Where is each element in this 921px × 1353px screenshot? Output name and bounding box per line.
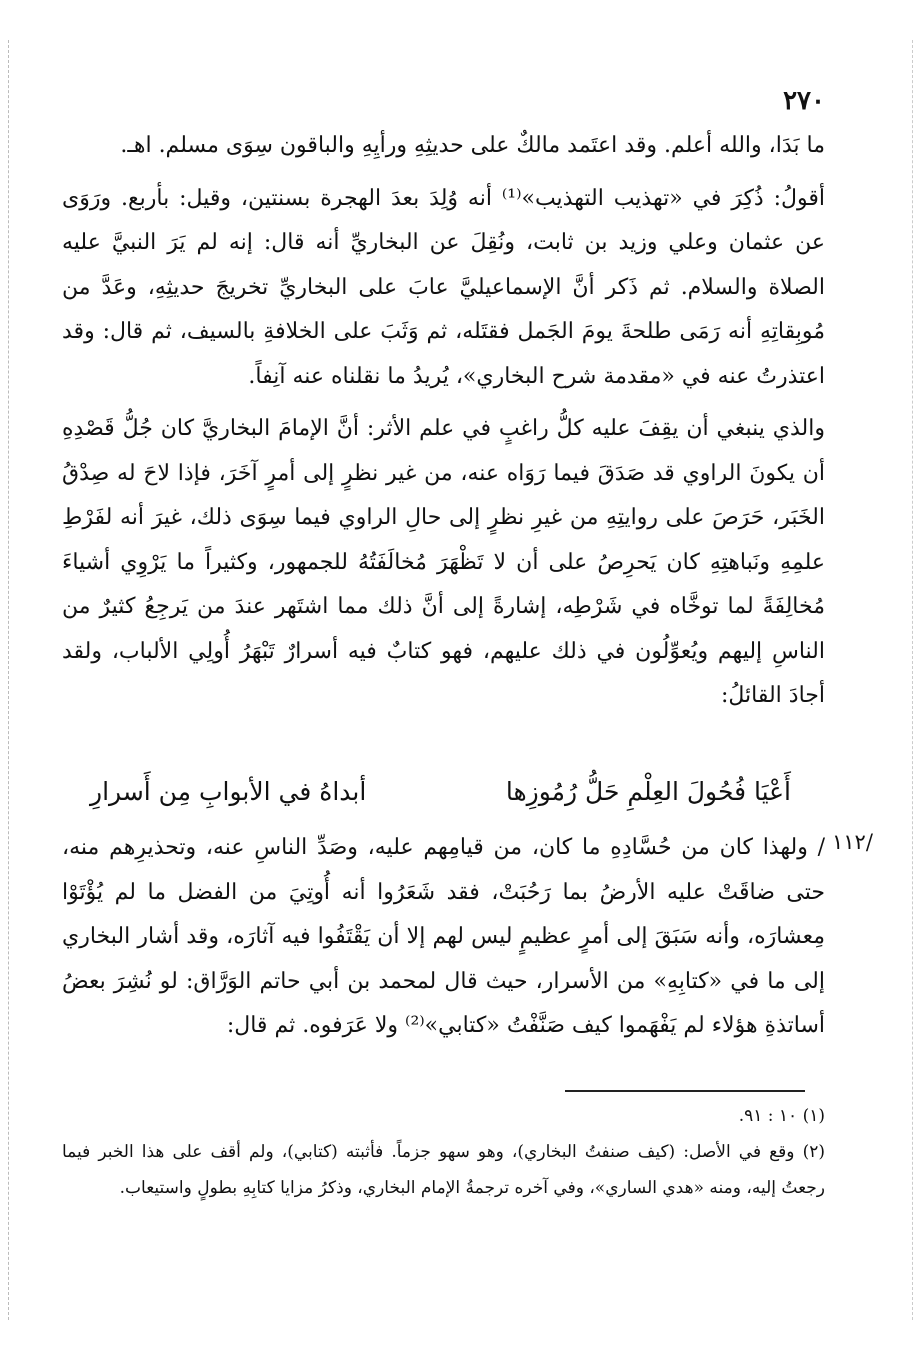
scan-edge-right [912, 40, 913, 1320]
verse-hemistich-second: أبداهُ في الأبوابِ مِن أَسرارِ [90, 777, 367, 806]
scan-edge-left [8, 40, 9, 1320]
main-text [62, 124, 825, 719]
footnote-1: (١) ١٠ : ٩١. [738, 1106, 825, 1126]
page-number: ٢٧٠ [783, 86, 825, 116]
paragraph-3: والذي ينبغي أن يقِفَ عليه كلُّ راغبٍ في علم الأثر: أنَّ الإمامَ البخاريَّ كان جُلُّ قَصْدِهِ أن يكونَ الراوي قد صَدَقَ فيما رَوَاه عنه، من غير نظرٍ إلى أمرٍ آخَرَ، فإذا لاحَ له صِدْقُ الخَبَر، حَرَصَ على روايتِهِ من غيرِ نظرٍ إلى حالِ الراوي فيما سِوَى ذلك، غيرَ أنه لفَرْطِ علمِهِ ونَباهتِهِ كان يَحرِصُ على أن لا تَظْهَرَ مُخالَفَتُهُ للجمهور، وكثيراً ما يَرْوِي أشياءَ مُخالِفَةً لما توخَّاه في شَرْطِه، إشارةً إلى أنَّ ذلك مما اشتَهر عندَ من يَرجِعُ كثيرٌ من الناسِ إليهم ويُعوِّلُون في ذلك عليهم، فهو كتابٌ فيه أسرارٌ تَبْهَرُ أُولِي الألباب، ولقد أجادَ القائلُ: [62, 416, 825, 708]
poetry-verse [90, 770, 791, 814]
paragraph-1: ما بَدَا، والله أعلم. وقد اعتَمد مالكٌ على حديثِهِ ورأيِهِ والباقون سِوَى مسلم. اهـ. [120, 133, 825, 158]
footnote-2: (٢) وقع في الأصل: (كيف صنفتُ البخاري)، وهو سهو جزماً. فأثبته (كتابي)، ولم أقف على هذا الخبر فيما رجعتُ إليه، ومنه «هدي الساري»، وفي آخره ترجمةُ الإمام البخاري، وذكرُ مزايا كتابِهِ بطولٍ واستيعاب. [62, 1142, 825, 1198]
footnote-separator [565, 1090, 805, 1092]
verse-hemistich-first: أَعْيَا فُحُولَ العِلْمِ حَلُّ رُمُوزِها [505, 777, 791, 806]
paragraph-2: أقولُ: ذُكِرَ في «تهذيب التهذيب»⁽¹⁾ أنه وُلِدَ بعدَ الهجرة بسنتين، وقيل: بأربع. ورَوَى عن عثمان وعلي وزيد بن ثابت، ونُقِلَ عن البخاريِّ أنه قال: إنه لم يَرَ النبيَّ عليه الصلاة والسلام. ثم ذَكر أنَّ الإسماعيليَّ عابَ على البخاريِّ تخريجَ حديثِهِ، وعَدَّ من مُوبِقاتِهِ أنه رَمَى طلحةَ يومَ الجَمل فقتَله، ثم وَثَبَ على الخلافةِ بالسيف، ثم قال: وقد اعتذرتُ عنه في «مقدمة شرح البخاري»، يُريدُ ما نقلناه عنه آنِفاً. [62, 185, 826, 389]
main-text-continued [62, 826, 825, 1049]
margin-page-reference: /١١٢ [832, 830, 873, 854]
paragraph-4: / ولهذا كان من حُسَّادِهِ ما كان، من قيامِهم عليه، وصَدِّ الناسِ عنه، وتحذيرِهم منه، حتى ضاقَتْ عليه الأرضُ بما رَحُبَتْ، فقد شَعَرُوا أنه أُوتِيَ من الفضل ما لم يُؤْتَوْا مِعشارَه، وأنه سَبَقَ إلى أمرٍ عظيمٍ ليس لهم إلا أن يَقْتَفُوا فيه آثارَه، وقد أشار البخاري إلى ما في «كتابِهِ» من الأسرار، حيث قال لمحمد بن أبي حاتم الوَرَّاق: لو نُشِرَ بعضُ أساتذةِ هؤلاء لم يَفْهَموا كيف صَنَّفْتُ «كتابي»⁽²⁾ ولا عَرَفوه. ثم قال: [62, 835, 825, 1038]
footnotes [62, 1098, 825, 1206]
